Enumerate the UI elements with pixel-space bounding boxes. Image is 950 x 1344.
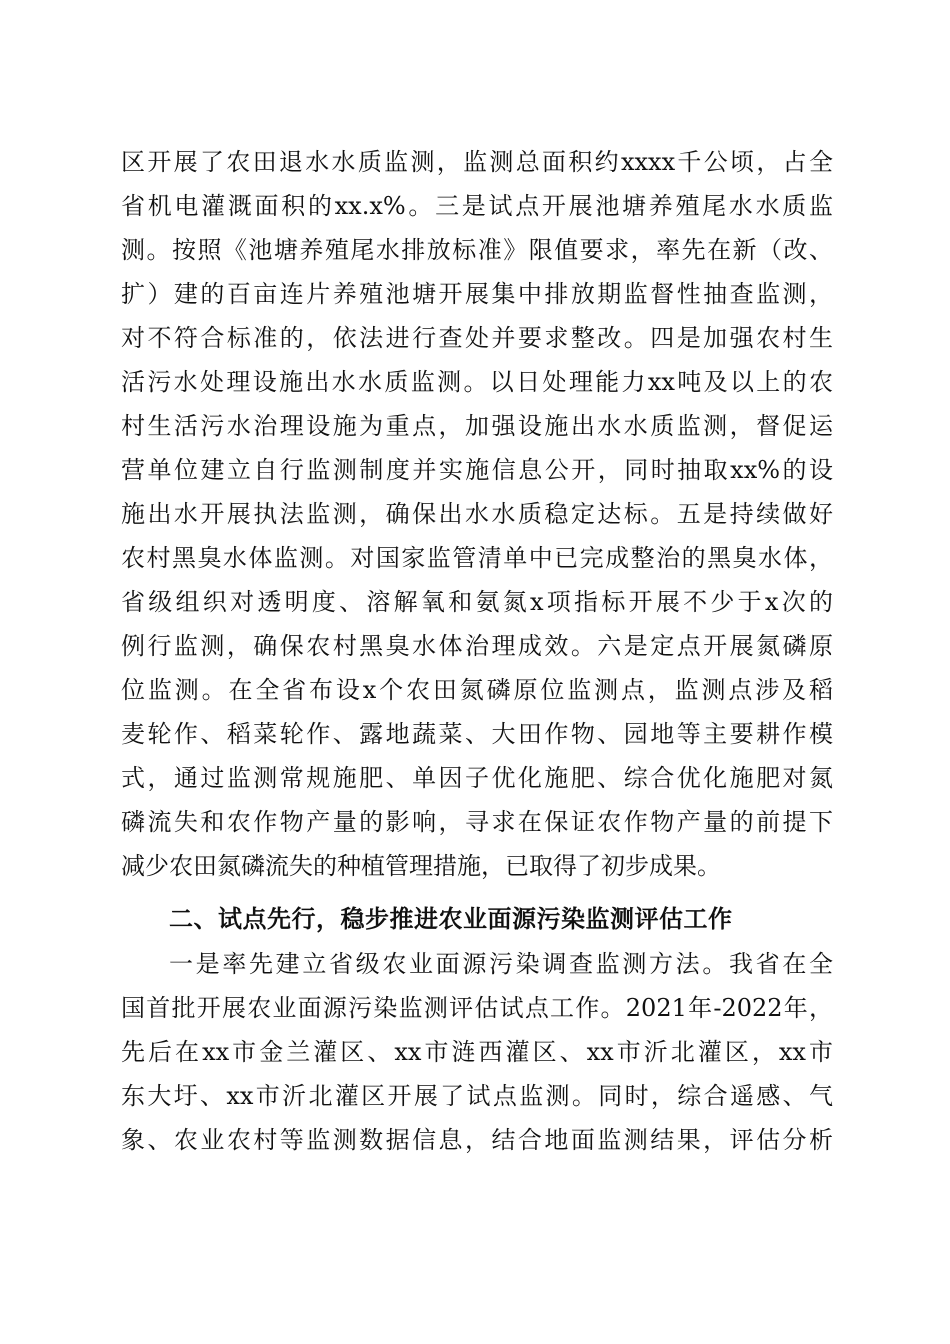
text-line: 国首批开展农业面源污染监测评估试点工作。2021年-2022年，: [121, 994, 833, 1022]
text-line: 先后在xx市金兰灌区、xx市涟西灌区、xx市沂北灌区，xx市: [121, 1038, 833, 1066]
text-line: 减少农田氮磷流失的种植管理措施，已取得了初步成果。: [121, 852, 721, 880]
section-paragraph: [121, 942, 833, 1162]
section-heading-block: [169, 897, 833, 941]
text-line: 东大圩、xx市沂北灌区开展了试点监测。同时，综合遥感、气: [121, 1082, 833, 1110]
text-line: 省机电灌溉面积的xx.x%。三是试点开展池塘养殖尾水水质监: [121, 192, 833, 220]
text-line: 扩）建的百亩连片养殖池塘开展集中排放期监督性抽查监测，: [121, 280, 833, 308]
text-line: 施出水开展执法监测，确保出水水质稳定达标。五是持续做好: [121, 500, 833, 528]
text-line: 麦轮作、稻菜轮作、露地蔬菜、大田作物、园地等主要耕作模: [121, 720, 833, 748]
text-line: 营单位建立自行监测制度并实施信息公开，同时抽取xx%的设: [121, 456, 833, 484]
text-line: 村生活污水治理设施为重点，加强设施出水水质监测，督促运: [121, 412, 833, 440]
text-line: 例行监测，确保农村黑臭水体治理成效。六是定点开展氮磷原: [121, 632, 833, 660]
text-line: 测。按照《池塘养殖尾水排放标准》限值要求，率先在新（改、: [121, 236, 833, 264]
text-line: 象、农业农村等监测数据信息，结合地面监测结果，评估分析: [121, 1126, 833, 1154]
text-line: 对不符合标准的，依法进行查处并要求整改。四是加强农村生: [121, 324, 833, 352]
text-line: 位监测。在全省布设x个农田氮磷原位监测点，监测点涉及稻: [121, 676, 833, 704]
text-line: 式，通过监测常规施肥、单因子优化施肥、综合优化施肥对氮: [121, 764, 833, 792]
section-heading: 二、试点先行，稳步推进农业面源污染监测评估工作: [169, 905, 733, 933]
text-line: 农村黑臭水体监测。对国家监管清单中已完成整治的黑臭水体，: [121, 544, 833, 572]
text-line: 活污水处理设施出水水质监测。以日处理能力xx吨及以上的农: [121, 368, 833, 396]
body-paragraph: [121, 140, 833, 888]
text-line: 磷流失和农作物产量的影响，寻求在保证农作物产量的前提下: [121, 808, 833, 836]
text-line: 省级组织对透明度、溶解氧和氨氮x项指标开展不少于x次的: [121, 588, 833, 616]
text-line: 区开展了农田退水水质监测，监测总面积约xxxx千公顷，占全: [121, 148, 833, 176]
text-line: 一是率先建立省级农业面源污染调查监测方法。我省在全: [169, 950, 833, 978]
